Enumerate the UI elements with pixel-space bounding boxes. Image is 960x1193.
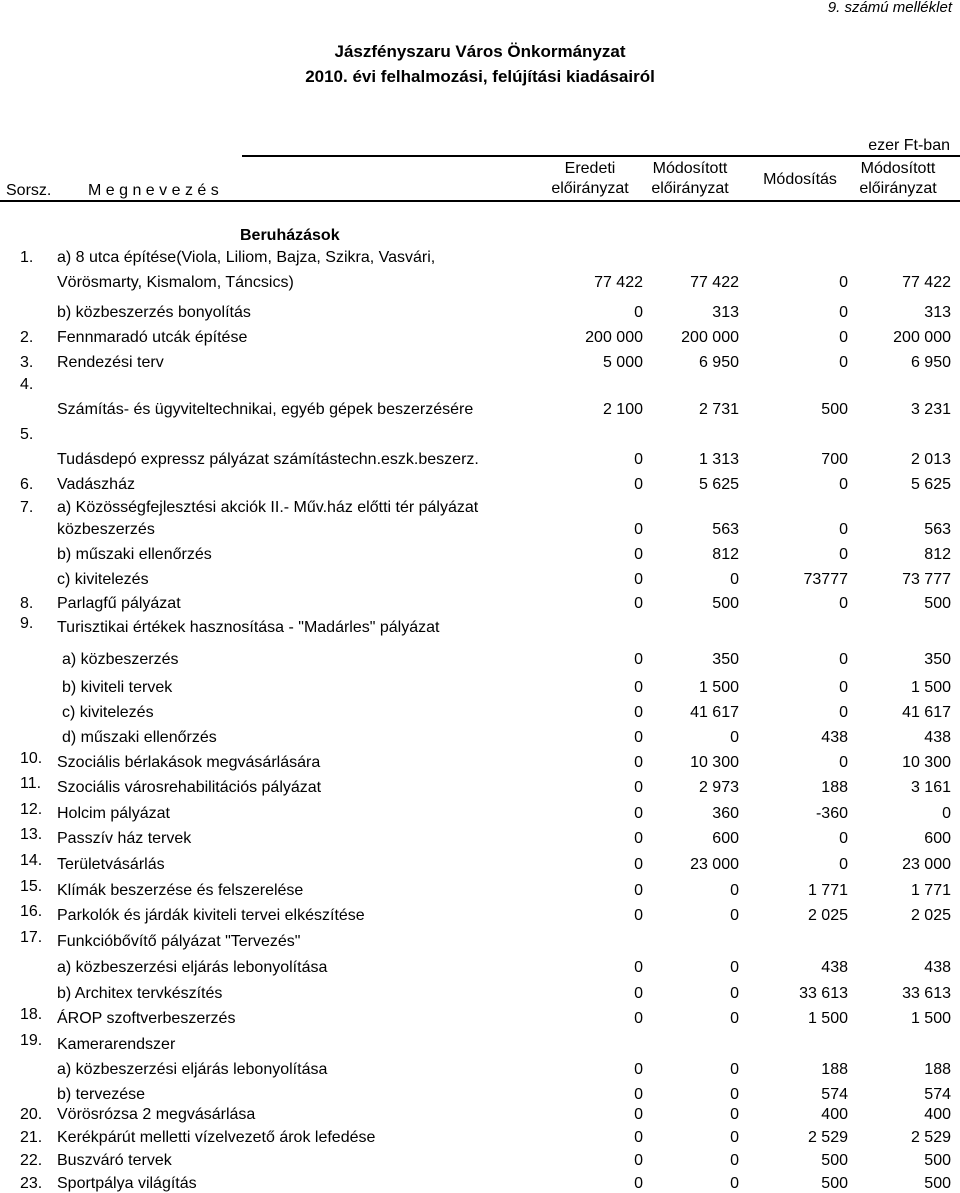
modositott-2-value: 10 300 bbox=[902, 754, 951, 771]
modositott-value: 500 bbox=[712, 595, 739, 612]
eredeti-value: 0 bbox=[634, 1106, 643, 1123]
modositott-value: 23 000 bbox=[690, 856, 739, 873]
eredeti-value: 0 bbox=[634, 856, 643, 873]
modositas-value: 0 bbox=[839, 304, 848, 321]
modositott-value: 0 bbox=[730, 985, 739, 1002]
eredeti-value: 0 bbox=[634, 907, 643, 924]
modositas-value: 33 613 bbox=[799, 985, 848, 1002]
modositott-2-value: 400 bbox=[924, 1106, 951, 1123]
row-number: 7. bbox=[20, 499, 34, 516]
modositas-value: 500 bbox=[821, 1175, 848, 1192]
eredeti-value: 0 bbox=[634, 1129, 643, 1146]
eredeti-value: 0 bbox=[634, 304, 643, 321]
row-number: 15. bbox=[20, 878, 43, 895]
modositott-2-value: 188 bbox=[924, 1061, 951, 1078]
eredeti-value: 0 bbox=[634, 1010, 643, 1027]
row-name: Szociális városrehabilitációs pályázat bbox=[57, 779, 322, 796]
modositas-value: 0 bbox=[839, 329, 848, 346]
document-title-line2: 2010. évi felhalmozási, felújítási kiadásairól bbox=[305, 67, 655, 86]
row-name: Funkcióbővítő pályázat "Tervezés" bbox=[57, 933, 301, 950]
modositott-value: 360 bbox=[712, 805, 739, 822]
header-modositott-2: Módosított előirányzat bbox=[859, 160, 937, 197]
modositott-2-value: 2 013 bbox=[910, 451, 951, 468]
row-number: 14. bbox=[20, 852, 43, 869]
modositott-2-value: 23 000 bbox=[902, 856, 951, 873]
eredeti-value: 0 bbox=[634, 830, 643, 847]
modositott-2-value: 5 625 bbox=[910, 476, 951, 493]
eredeti-value: 0 bbox=[634, 1152, 643, 1169]
modositott-value: 0 bbox=[730, 571, 739, 588]
eredeti-value: 2 100 bbox=[602, 401, 643, 418]
modositas-value: 438 bbox=[821, 959, 848, 976]
eredeti-value: 0 bbox=[634, 805, 643, 822]
modositott-value: 812 bbox=[712, 546, 739, 563]
header-modositas: Módosítás bbox=[763, 171, 837, 188]
eredeti-value: 0 bbox=[634, 1175, 643, 1192]
modositott-value: 0 bbox=[730, 729, 739, 746]
eredeti-value: 0 bbox=[634, 476, 643, 493]
modositott-value: 1 313 bbox=[698, 451, 739, 468]
modositott-value: 2 731 bbox=[698, 401, 739, 418]
modositott-2-value: 438 bbox=[924, 959, 951, 976]
row-name: Holcim pályázat bbox=[57, 805, 170, 822]
modositott-2-value: 2 529 bbox=[910, 1129, 951, 1146]
modositott-value: 0 bbox=[730, 882, 739, 899]
modositott-2-value: 313 bbox=[924, 304, 951, 321]
modositott-value: 0 bbox=[730, 1129, 739, 1146]
row-name: Területvásárlás bbox=[57, 856, 165, 873]
row-number: 11. bbox=[20, 775, 42, 792]
modositott-value: 313 bbox=[712, 304, 739, 321]
row-name: ÁROP szoftverbeszerzés bbox=[57, 1010, 236, 1027]
modositott-value: 1 500 bbox=[698, 679, 739, 696]
modositott-2-value: 600 bbox=[924, 830, 951, 847]
modositott-value: 350 bbox=[712, 651, 739, 668]
row-name: b) közbeszerzés bonyolítás bbox=[57, 304, 251, 321]
header-sorsz: Sorsz. bbox=[6, 182, 52, 199]
modositas-value: 500 bbox=[821, 1152, 848, 1169]
eredeti-value: 0 bbox=[634, 729, 643, 746]
eredeti-value: 0 bbox=[634, 651, 643, 668]
modositott-2-value: 3 161 bbox=[910, 779, 951, 796]
eredeti-value: 0 bbox=[634, 985, 643, 1002]
modositott-value: 0 bbox=[730, 1106, 739, 1123]
modositas-value: 400 bbox=[821, 1106, 848, 1123]
modositas-value: 1 500 bbox=[807, 1010, 848, 1027]
annex-label: 9. számú melléklet bbox=[827, 0, 952, 16]
modositas-value: 0 bbox=[839, 651, 848, 668]
row-number: 2. bbox=[20, 329, 34, 346]
row-number: 12. bbox=[20, 801, 43, 818]
row-name: a) 8 utca építése(Viola, Liliom, Bajza, Szikra, Vasvári, bbox=[57, 249, 436, 266]
eredeti-value: 0 bbox=[634, 704, 643, 721]
modositott-2-value: 1 500 bbox=[910, 1010, 951, 1027]
modositott-value: 2 973 bbox=[698, 779, 739, 796]
unit-label: ezer Ft-ban bbox=[868, 137, 950, 154]
modositott-2-value: 500 bbox=[924, 1175, 951, 1192]
modositott-2-value: 1 771 bbox=[910, 882, 951, 899]
row-name: a) Közösségfejlesztési akciók II.- Műv.ház előtti tér pályázat bbox=[57, 499, 479, 516]
modositott-2-value: 574 bbox=[924, 1086, 951, 1103]
eredeti-value: 0 bbox=[634, 754, 643, 771]
row-name: a) közbeszerzési eljárás lebonyolítása bbox=[57, 1061, 328, 1078]
eredeti-value: 0 bbox=[634, 1061, 643, 1078]
row-number: 18. bbox=[20, 1006, 43, 1023]
modositott-value: 6 950 bbox=[698, 354, 739, 371]
row-number: 17. bbox=[20, 929, 43, 946]
modositott-2-value: 41 617 bbox=[902, 704, 951, 721]
header-bottom-rule bbox=[0, 200, 960, 202]
modositott-2-value: 33 613 bbox=[902, 985, 951, 1002]
modositas-value: 0 bbox=[839, 754, 848, 771]
eredeti-value: 200 000 bbox=[585, 329, 643, 346]
eredeti-value: 0 bbox=[634, 451, 643, 468]
modositott-value: 0 bbox=[730, 1152, 739, 1169]
row-number: 4. bbox=[20, 376, 34, 393]
modositas-value: 2 025 bbox=[807, 907, 848, 924]
modositas-value: 2 529 bbox=[807, 1129, 848, 1146]
eredeti-value: 0 bbox=[634, 882, 643, 899]
header-eredeti: Eredeti előirányzat bbox=[551, 160, 629, 197]
modositott-value: 41 617 bbox=[690, 704, 739, 721]
eredeti-value: 0 bbox=[634, 959, 643, 976]
row-number: 10. bbox=[20, 750, 43, 767]
modositas-value: 73777 bbox=[803, 571, 848, 588]
modositas-value: 1 771 bbox=[807, 882, 848, 899]
row-number: 23. bbox=[20, 1175, 43, 1192]
row-name: Klímák beszerzése és felszerelése bbox=[57, 882, 304, 899]
eredeti-value: 0 bbox=[634, 571, 643, 588]
row-number: 6. bbox=[20, 476, 34, 493]
modositott-2-value: 200 000 bbox=[893, 329, 951, 346]
modositott-value: 600 bbox=[712, 830, 739, 847]
row-number: 9. bbox=[20, 615, 34, 632]
eredeti-value: 0 bbox=[634, 595, 643, 612]
modositott-2-value: 0 bbox=[942, 805, 951, 822]
row-name: Tudásdepó expressz pályázat számítástechn.eszk.beszerz. bbox=[57, 451, 479, 468]
row-name: a) közbeszerzési eljárás lebonyolítása bbox=[57, 959, 328, 976]
row-name: Parkolók és járdák kiviteli tervei elkészítése bbox=[57, 907, 365, 924]
modositott-value: 5 625 bbox=[698, 476, 739, 493]
row-name: Buszváró tervek bbox=[57, 1152, 172, 1169]
modositas-value: -360 bbox=[815, 805, 848, 822]
modositott-2-value: 563 bbox=[924, 521, 951, 538]
row-number: 16. bbox=[20, 903, 43, 920]
row-name: közbeszerzés bbox=[57, 521, 155, 538]
eredeti-value: 0 bbox=[634, 679, 643, 696]
row-number: 22. bbox=[20, 1152, 43, 1169]
modositas-value: 0 bbox=[839, 595, 848, 612]
row-name: Kamerarendszer bbox=[57, 1036, 176, 1053]
modositas-value: 574 bbox=[821, 1086, 848, 1103]
row-name: c) kivitelezés bbox=[57, 571, 149, 588]
row-number: 8. bbox=[20, 595, 34, 612]
modositas-value: 700 bbox=[821, 451, 848, 468]
modositas-value: 0 bbox=[839, 704, 848, 721]
eredeti-value: 0 bbox=[634, 521, 643, 538]
modositott-value: 200 000 bbox=[681, 329, 739, 346]
modositott-2-value: 3 231 bbox=[910, 401, 951, 418]
row-name: Vörösmarty, Kismalom, Táncsics) bbox=[57, 274, 294, 291]
eredeti-value: 0 bbox=[634, 546, 643, 563]
row-name: Vörösrózsa 2 megvásárlása bbox=[57, 1106, 256, 1123]
section-title: Beruházások bbox=[240, 227, 340, 244]
row-name: Turisztikai értékek hasznosítása - "Madárles" pályázat bbox=[57, 619, 440, 636]
row-number: 13. bbox=[20, 826, 43, 843]
header-megnevezes: M e g n e v e z é s bbox=[88, 182, 219, 199]
modositott-value: 0 bbox=[730, 907, 739, 924]
modositott-2-value: 2 025 bbox=[910, 907, 951, 924]
eredeti-value: 0 bbox=[634, 779, 643, 796]
header-modositott: Módosított előirányzat bbox=[651, 160, 729, 197]
modositas-value: 0 bbox=[839, 830, 848, 847]
modositott-2-value: 77 422 bbox=[902, 274, 951, 291]
modositott-2-value: 500 bbox=[924, 1152, 951, 1169]
modositott-2-value: 1 500 bbox=[910, 679, 951, 696]
modositott-value: 77 422 bbox=[690, 274, 739, 291]
row-name: a) közbeszerzés bbox=[62, 651, 179, 668]
row-number: 21. bbox=[20, 1129, 43, 1146]
row-number: 19. bbox=[20, 1032, 43, 1049]
row-name: Szociális bérlakások megvásárlására bbox=[57, 754, 321, 771]
modositott-value: 563 bbox=[712, 521, 739, 538]
row-name: b) kiviteli tervek bbox=[62, 679, 173, 696]
row-name: Vadászház bbox=[57, 476, 135, 493]
modositas-value: 0 bbox=[839, 546, 848, 563]
modositas-value: 188 bbox=[821, 1061, 848, 1078]
row-name: b) műszaki ellenőrzés bbox=[57, 546, 212, 563]
row-name: b) Architex tervkészítés bbox=[57, 985, 223, 1002]
modositott-2-value: 812 bbox=[924, 546, 951, 563]
modositas-value: 0 bbox=[839, 521, 848, 538]
row-name: Kerékpárút melletti vízelvezető árok lefedése bbox=[57, 1129, 376, 1146]
eredeti-value: 77 422 bbox=[594, 274, 643, 291]
modositas-value: 188 bbox=[821, 779, 848, 796]
modositas-value: 0 bbox=[839, 354, 848, 371]
row-number: 3. bbox=[20, 354, 34, 371]
modositott-2-value: 350 bbox=[924, 651, 951, 668]
row-name: Sportpálya világítás bbox=[57, 1175, 197, 1192]
row-name: d) műszaki ellenőrzés bbox=[62, 729, 217, 746]
row-number: 20. bbox=[20, 1106, 43, 1123]
row-name: Passzív ház tervek bbox=[57, 830, 192, 847]
modositas-value: 0 bbox=[839, 679, 848, 696]
row-number: 5. bbox=[20, 426, 34, 443]
modositas-value: 0 bbox=[839, 476, 848, 493]
row-name: Rendezési terv bbox=[57, 354, 164, 371]
modositott-2-value: 6 950 bbox=[910, 354, 951, 371]
row-name: Parlagfű pályázat bbox=[57, 595, 181, 612]
modositas-value: 438 bbox=[821, 729, 848, 746]
header-top-rule bbox=[242, 155, 960, 157]
row-name: Számítás- és ügyviteltechnikai, egyéb gépek beszerzésére bbox=[57, 401, 474, 418]
modositas-value: 500 bbox=[821, 401, 848, 418]
modositott-value: 0 bbox=[730, 1010, 739, 1027]
modositas-value: 0 bbox=[839, 856, 848, 873]
document-title-line1: Jászfényszaru Város Önkormányzat bbox=[334, 42, 626, 61]
modositott-value: 0 bbox=[730, 1175, 739, 1192]
modositott-2-value: 73 777 bbox=[902, 571, 951, 588]
modositott-2-value: 500 bbox=[924, 595, 951, 612]
row-name: Fennmaradó utcák építése bbox=[57, 329, 248, 346]
modositott-value: 0 bbox=[730, 959, 739, 976]
eredeti-value: 0 bbox=[634, 1086, 643, 1103]
row-name: c) kivitelezés bbox=[62, 704, 154, 721]
eredeti-value: 5 000 bbox=[602, 354, 643, 371]
modositott-value: 0 bbox=[730, 1086, 739, 1103]
modositott-value: 10 300 bbox=[690, 754, 739, 771]
modositott-2-value: 438 bbox=[924, 729, 951, 746]
modositott-value: 0 bbox=[730, 1061, 739, 1078]
row-number: 1. bbox=[20, 249, 34, 266]
row-name: b) tervezése bbox=[57, 1086, 146, 1103]
modositas-value: 0 bbox=[839, 274, 848, 291]
